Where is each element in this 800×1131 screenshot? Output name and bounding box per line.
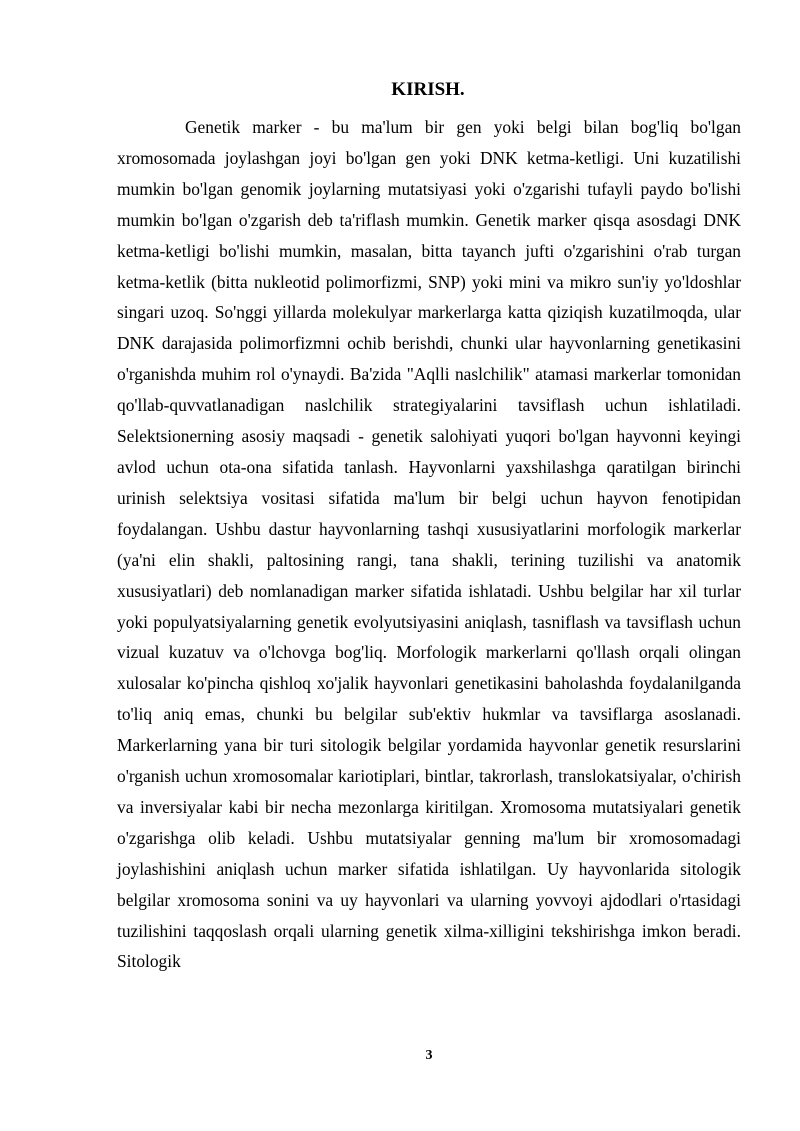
body-text [117,112,741,977]
paragraph: Genetik marker - bu ma'lum bir gen yoki belgi bilan bog'liq bo'lgan xromosomada joylashgan joyi bo'lgan gen yoki DNK ketma-ketligi. Uni kuzatilishi mumkin bo'lgan genomik joylarning mutatsiyasi yoki o'zgarishi tufayli paydo bo'lishi mumkin bo'lgan o'zgarish deb ta'riflash mumkin. Genetik marker qisqa asosdagi DNK ketma-ketligi bo'lishi mumkin, masalan, bitta tayanch jufti o'zgarishini o'rab turgan ketma-ketlik (bitta nukleotid polimorfizmi, SNP) yoki mini va mikro sun'iy yo'ldoshlar singari uzoq. So'nggi yillarda molekulyar markerlarga katta qiziqish kuzatilmoqda, ular DNK darajasida polimorfizmni ochib berishdi, chunki ular hayvonlarning genetikasini o'rganishda muhim rol o'ynaydi. Ba'zida "Aqlli naslchilik" atamasi markerlar tomonidan qo'llab-quvvatlanadigan naslchilik strategiyalarini tavsiflash uchun ishlatiladi. Selektsionerning asosiy maqsadi - genetik salohiyati yuqori bo'lgan hayvonni keyingi avlod uchun ota-ona sifatida tanlash. Hayvonlarni yaxshilashga qaratilgan birinchi urinish selektsiya vositasi sifatida ma'lum bir belgi uchun hayvon fenotipidan foydalangan. Ushbu dastur hayvonlarning tashqi xususiyatlarini morfologik markerlar (ya'ni elin shakli, paltosining rangi, tana shakli, terining tuzilishi va anatomik xususiyatlari) deb nomlanadigan marker sifatida ishlatadi. Ushbu belgilar har xil turlar yoki populyatsiyalarning genetik evolyutsiyasini aniqlash, tasniflash va tavsiflash uchun vizual kuzatuv va o'lchovga bog'liq. Morfologik markerlarni qo'llash orqali olingan xulosalar ko'pincha qishloq xo'jalik hayvonlari genetikasini baholashda foydalanilganda to'liq aniq emas, chunki bu belgilar sub'ektiv hukmlar va tavsiflarga asoslanadi. Markerlarning yana bir turi sitologik belgilar yordamida hayvonlar genetik resurslarini o'rganish uchun xromosomalar kariotiplari, bintlar, takrorlash, translokatsiyalar, o'chirish va inversiyalar kabi bir necha mezonlarga kiritilgan. Xromosoma mutatsiyalari genetik o'zgarishga olib keladi. Ushbu mutatsiyalar genning ma'lum bir xromosomadagi joylashishini aniqlash uchun marker sifatida ishlatilgan. Uy hayvonlarida sitologik belgilar xromosoma sonini va uy hayvonlari va ularning yovvoyi ajdodlari o'rtasidagi tuzilishini taqqoslash orqali ularning genetik xilma-xilligini tekshirishga imkon beradi. Sitologik [117,117,741,972]
section-title: KIRISH. [391,79,465,100]
page-number: 3 [425,1048,433,1063]
